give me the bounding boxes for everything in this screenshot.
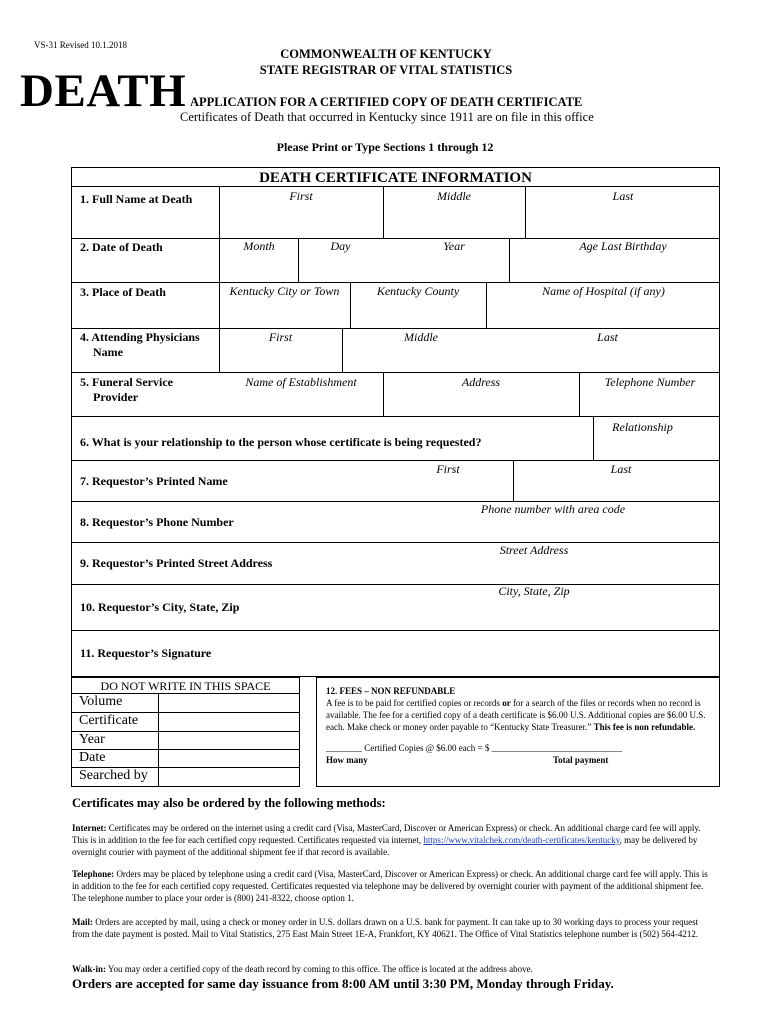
divider — [158, 693, 159, 786]
row-3-county: Kentucky County — [376, 284, 460, 298]
mail-paragraph — [72, 916, 714, 940]
divider — [72, 731, 299, 732]
row-2-year: Year — [443, 239, 465, 253]
row-6-relationship: Relationship — [612, 420, 673, 434]
row-5-establishment: Name of Establishment — [245, 375, 357, 389]
office-use-box — [71, 677, 300, 787]
walkin-label: Walk-in: — [72, 964, 107, 974]
row-4-middle: Middle — [404, 330, 438, 344]
office-use-title: DO NOT WRITE IN THIS SPACE — [100, 679, 271, 693]
row-5-label-line2: Provider — [93, 390, 139, 404]
divider — [72, 542, 719, 543]
hours-notice: Orders are accepted for same day issuance from 8:00 AM until 3:30 PM, Monday through Friday. — [72, 976, 614, 991]
row-7-first: First — [436, 462, 460, 476]
row-4-last: Last — [597, 330, 618, 344]
fees-text-or: or — [502, 698, 511, 708]
row-1-label: 1. Full Name at Death — [80, 192, 193, 206]
fees-box — [316, 677, 720, 787]
divider — [72, 328, 719, 329]
divider — [72, 282, 719, 283]
form-title: DEATH CERTIFICATE INFORMATION — [259, 170, 532, 186]
internet-tail: , may be delivered by overnight courier with payment of the additional shipment fee if that record is available. — [72, 835, 698, 857]
fees-labels — [326, 754, 711, 766]
divider — [72, 584, 719, 585]
row-8-phone: Phone number with area code — [480, 502, 626, 516]
row-2-age: Age Last Birthday — [579, 239, 667, 253]
methods-heading: Certificates may also be ordered by the following methods: — [72, 796, 386, 810]
mail-text: Orders are accepted by mail, using a check or money order in U.S. dollars drawn on a U.S. bank for payment. It can take up to 30 working days to process your request from the date payment is posted. Mail to Vital Statistics, 275 East Main Street 1E-A, Frankfort, KY 40621. The Office of Vital Statistics telephone number is (502) 564-4212. — [72, 917, 699, 939]
row-4-label-line1: 4. Attending Physicians — [80, 330, 200, 344]
row-1-last: Last — [612, 189, 634, 203]
row-3-hospital: Name of Hospital (if any) — [542, 284, 665, 298]
row-3-city: Kentucky City or Town — [229, 284, 340, 298]
subtitle: Certificates of Death that occurred in Kentucky since 1911 are on file in this office — [180, 110, 594, 124]
row-1-middle: Middle — [437, 189, 471, 203]
office-use-searched-by: Searched by — [79, 768, 148, 783]
divider — [72, 749, 299, 750]
row-5-phone: Telephone Number — [604, 375, 696, 389]
divider — [72, 372, 719, 373]
telephone-paragraph — [72, 868, 714, 904]
big-title: DEATH — [20, 65, 187, 117]
row-4-first: First — [268, 330, 293, 344]
agency-line-1: COMMONWEALTH OF KENTUCKY — [280, 47, 492, 61]
row-10-label: 10. Requestor’s City, State, Zip — [80, 600, 240, 614]
fees-total-payment: Total payment — [553, 755, 609, 765]
row-4-label-line2: Name — [93, 345, 123, 359]
fees-text-b: for a search of the files or records when no record is available. The fee for a certified copy of a death certificate is $6.00 U.S. Additional copies are $6.00 U.S. each. Make check or money order payable to “Kentucky State Treasurer.” — [326, 698, 706, 732]
walkin-paragraph — [72, 963, 714, 975]
fees-how-many: How many — [326, 755, 368, 765]
row-5-label-line1: 5. Funeral Service — [80, 375, 173, 389]
internet-paragraph — [72, 822, 714, 858]
row-7-label: 7. Requestor’s Printed Name — [80, 474, 228, 488]
internet-text: Certificates may be ordered on the internet using a credit card (Visa, MasterCard, Discover or American Express) or check. An additional charge card fee will apply. This is in addition to the fee for each certified copy requested. Certificates requested via internet, — [72, 823, 701, 845]
internet-label: Internet: — [72, 823, 107, 833]
row-3-label: 3. Place of Death — [80, 285, 166, 299]
row-5-label — [80, 375, 173, 405]
office-use-certificate: Certificate — [79, 713, 139, 728]
divider — [72, 630, 719, 631]
row-11-label: 11. Requestor’s Signature — [80, 646, 212, 660]
fees-title: 12. FEES – NON REFUNDABLE — [326, 686, 456, 696]
row-4-label — [80, 330, 200, 360]
office-use-date: Date — [79, 750, 106, 765]
mail-label: Mail: — [72, 917, 93, 927]
row-10-csz: City, State, Zip — [498, 584, 570, 598]
row-1-first: First — [289, 189, 313, 203]
fees-text — [326, 697, 711, 733]
office-use-volume: Volume — [79, 694, 123, 709]
row-8-label: 8. Requestor’s Phone Number — [80, 515, 234, 529]
revision-label: VS-31 Revised 10.1.2018 — [34, 40, 127, 50]
death-certificate-info-form — [71, 167, 720, 677]
row-5-address: Address — [461, 375, 501, 389]
row-9-street: Street Address — [499, 543, 569, 557]
fees-text-a: A fee is to be paid for certified copies or records — [326, 698, 503, 708]
row-7-last: Last — [610, 462, 632, 476]
instructions: Please Print or Type Sections 1 through 12 — [276, 140, 494, 154]
divider — [72, 460, 719, 461]
row-2-label: 2. Date of Death — [80, 240, 163, 254]
row-9-label: 9. Requestor’s Printed Street Address — [80, 556, 273, 570]
walkin-text: You may order a certified copy of the death record by coming to this office. The office is located at the address above. — [106, 964, 533, 974]
agency-line-2: STATE REGISTRAR OF VITAL STATISTICS — [259, 63, 513, 77]
application-title: APPLICATION FOR A CERTIFIED COPY OF DEATH CERTIFICATE — [190, 95, 583, 109]
row-2-day: Day — [330, 239, 351, 253]
telephone-label: Telephone: — [72, 869, 115, 879]
fees-text-bold: This fee is non refundable. — [593, 722, 696, 732]
internet-link[interactable]: https://www.vitalchek.com/death-certificates/kentucky — [423, 835, 620, 845]
row-2-month: Month — [243, 239, 275, 253]
office-use-year: Year — [79, 732, 105, 747]
divider — [72, 186, 719, 187]
fees-calc-line: ________ Certified Copies @ $6.00 each = $ _____________________________ — [326, 743, 623, 753]
telephone-text: Orders may be placed by telephone using a credit card (Visa, MasterCard, Discover or American Express) or check. An additional charge card fee will apply. This is in addition to the fee for each certified copy requested. Certificates requested via telephone may be delivered by overnight courier with payment of the additional shipment fee. The telephone number to place your order is (800) 241-8322, choose option 1. — [72, 869, 708, 903]
divider — [72, 416, 719, 417]
row-6-label: 6. What is your relationship to the person whose certificate is being requested? — [80, 435, 482, 449]
agency-header — [256, 46, 516, 78]
